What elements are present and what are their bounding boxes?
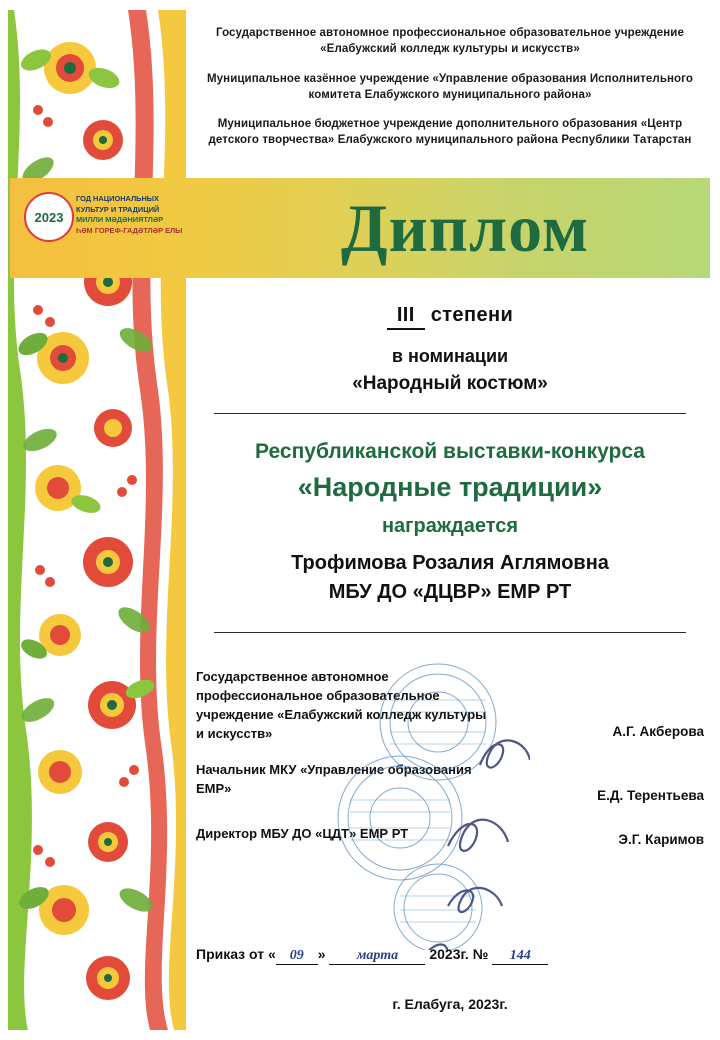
signature-role: Начальник МКУ «Управление образования ЕМР» [196, 762, 472, 797]
signature-role: Государственное автономное профессиональное образовательное учреждение «Елабужский колледж культуры и искусств» [196, 669, 487, 741]
floral-border-ornament [8, 10, 186, 1030]
degree-row [196, 304, 704, 330]
divider-top [214, 413, 686, 414]
recipient-name: Трофимова Розалия Аглямовна [291, 552, 609, 574]
signature-name: Е.Д. Терентьева [597, 788, 704, 804]
signature-role: Директор МБУ ДО «ЦДТ» ЕМР РТ [196, 826, 409, 842]
signature-name: Э.Г. Каримов [618, 832, 704, 848]
order-number-label: № [472, 946, 489, 962]
signature-block [196, 668, 704, 863]
signature-row [196, 668, 704, 743]
degree-label: степени [430, 304, 514, 326]
header-paragraph-3: Муниципальное бюджетное учреждение дополнительного образования «Центр детского творчества» Елабужского муниципального района Республики Татарстан [208, 118, 692, 147]
order-day: 09 [276, 948, 318, 965]
page-title: Диплом [340, 190, 590, 266]
year-of-national-cultures-logo [18, 186, 194, 272]
signature-row [196, 761, 704, 803]
order-year: 2023г. [429, 946, 469, 962]
recipient-organisation: МБУ ДО «ДЦВР» ЕМР РТ [328, 581, 572, 603]
signature-row [196, 825, 704, 847]
logo-line-2: КУЛЬТУР И ТРАДИЦИЙ [76, 204, 160, 214]
logo-text [76, 194, 192, 237]
event-name: «Народные традиции» [297, 472, 603, 502]
nomination-label: в номинации [391, 346, 509, 366]
header-organisations [196, 26, 704, 149]
diploma-body [196, 296, 704, 633]
divider-bottom [214, 632, 686, 633]
logo-year-badge: 2023 [24, 192, 74, 242]
order-quote-close: » [317, 946, 326, 962]
header-paragraph-1: Государственное автономное профессиональное образовательное учреждение «Елабужский колледж культуры и искусств» [216, 27, 684, 55]
event-prefix: Республиканской выставки-конкурса [255, 440, 645, 463]
signature-name: А.Г. Акберова [612, 724, 704, 740]
order-prefix: Приказ от « [196, 946, 276, 962]
logo-line-4: ҺӘМ ГОРЕФ-ГАДӘТЛӘР ЕЛЫ [76, 226, 183, 236]
order-line [196, 946, 704, 965]
order-number: 144 [492, 948, 548, 965]
awarded-label: награждается [381, 515, 519, 537]
city-line: г. Елабуга, 2023г. [392, 996, 508, 1012]
header-paragraph-2: Муниципальное казённое учреждение «Управление образования Исполнительного комитета Елабужского муниципального района» [206, 72, 694, 101]
logo-line-3: МИЛЛИ МӘДӘНИЯТЛӘР [76, 215, 164, 225]
order-month: марта [329, 948, 425, 965]
logo-line-1: ГОД НАЦИОНАЛЬНЫХ [76, 194, 159, 203]
degree-number: III [387, 304, 425, 330]
nomination-value: «Народный костюм» [352, 373, 548, 394]
